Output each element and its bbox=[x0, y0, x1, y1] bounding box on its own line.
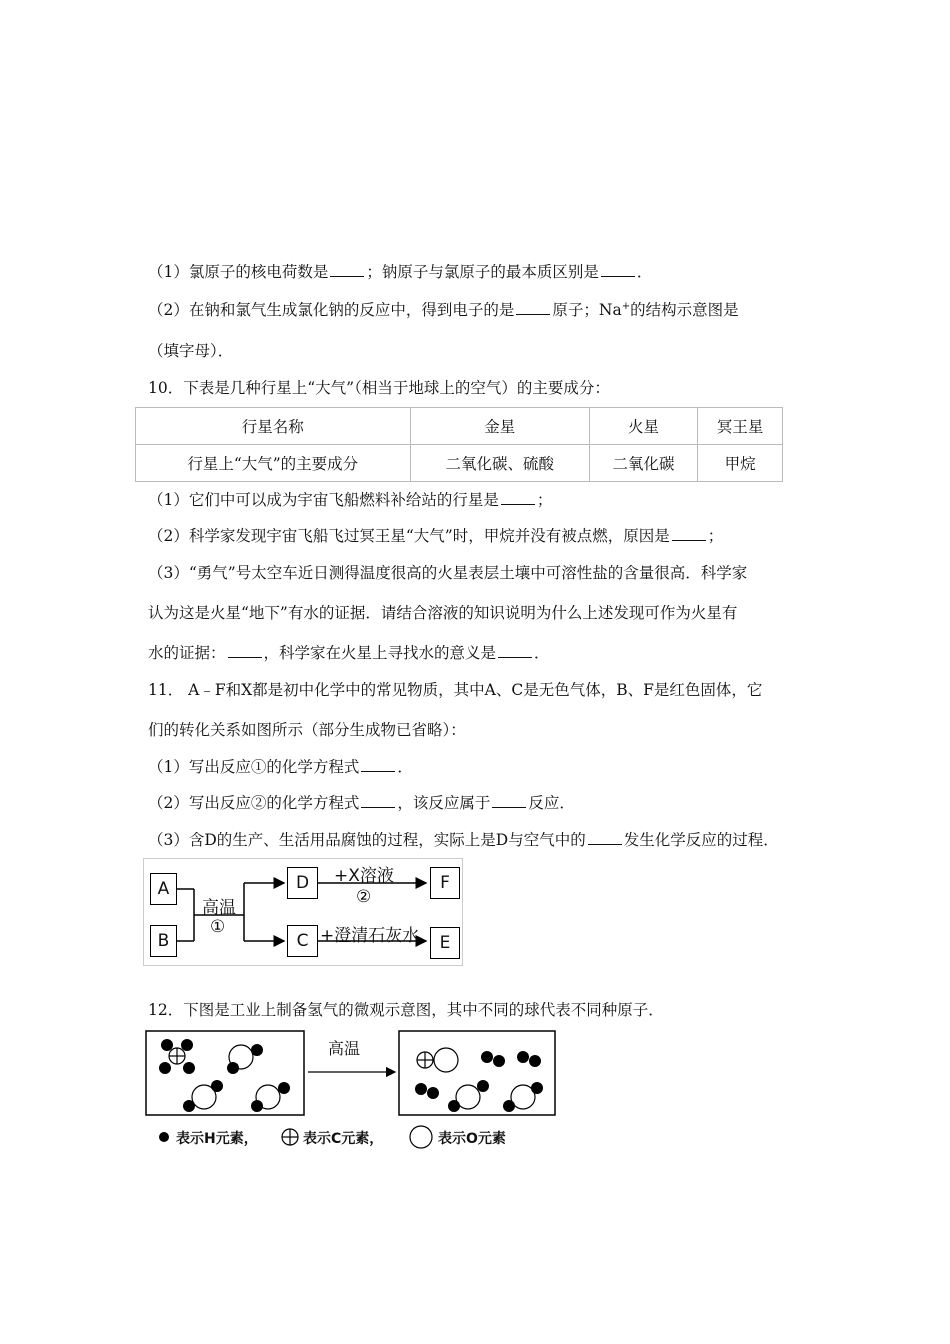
table-cell: 甲烷 bbox=[698, 445, 783, 482]
condition-high-temp: 高温 bbox=[328, 1039, 361, 1058]
answer-blank[interactable] bbox=[361, 770, 395, 772]
node-d bbox=[287, 867, 318, 899]
node-label: F bbox=[440, 873, 450, 893]
table-cell: 金星 bbox=[410, 408, 589, 445]
text: （1）写出反应①的化学方程式 bbox=[148, 758, 360, 776]
table-row bbox=[136, 445, 783, 482]
text: 的结构示意图是 bbox=[630, 301, 739, 319]
condition-x-solution: +X溶液 bbox=[334, 866, 394, 886]
q11-sub2 bbox=[148, 791, 575, 813]
text: ． bbox=[636, 263, 653, 281]
text: （1）它们中可以成为宇宙飞船燃料补给站的行星是 bbox=[148, 491, 499, 509]
node-b bbox=[150, 925, 177, 957]
text: （填字母）． bbox=[148, 342, 234, 360]
answer-blank[interactable] bbox=[588, 843, 622, 845]
reaction-number-2: ② bbox=[356, 887, 372, 907]
node-label: C bbox=[296, 931, 309, 951]
q10-intro bbox=[148, 376, 610, 398]
text: 发生化学反应的过程． bbox=[623, 831, 779, 849]
reaction-number-1: ① bbox=[210, 917, 226, 937]
node-label: D bbox=[295, 873, 310, 893]
superscript: + bbox=[621, 300, 631, 312]
planet-table bbox=[135, 407, 783, 482]
condition-high-temp: 高温 bbox=[202, 898, 236, 918]
answer-blank[interactable] bbox=[361, 806, 395, 808]
text: 水的证据： bbox=[148, 644, 226, 662]
table-cell: 冥王星 bbox=[698, 408, 783, 445]
micro-reaction-diagram bbox=[143, 1030, 558, 1155]
answer-blank[interactable] bbox=[501, 503, 535, 505]
text: ； bbox=[707, 527, 724, 545]
text: ，该反应属于 bbox=[397, 794, 491, 812]
text: ． bbox=[397, 758, 413, 776]
q9-part1 bbox=[148, 260, 652, 282]
q11-sub3 bbox=[148, 828, 779, 850]
table-cell: 行星上“大气”的主要成分 bbox=[136, 445, 411, 482]
text: ． bbox=[534, 644, 550, 662]
condition-limewater: +澄清石灰水 bbox=[320, 926, 420, 946]
legend-h: 表示H元素， bbox=[176, 1131, 258, 1147]
text: ； bbox=[536, 491, 553, 509]
q9-part2-cont bbox=[148, 339, 233, 361]
q11-sub1 bbox=[148, 755, 413, 777]
answer-blank[interactable] bbox=[516, 313, 550, 315]
answer-blank[interactable] bbox=[228, 656, 262, 658]
text: （3）含D的生产、生活用品腐蚀的过程，实际上是D与空气中的 bbox=[148, 831, 586, 849]
q10-sub3-l3 bbox=[148, 641, 550, 663]
legend-c: 表示C元素， bbox=[303, 1131, 384, 1147]
answer-blank[interactable] bbox=[330, 275, 364, 277]
q10-sub2 bbox=[148, 524, 723, 546]
text: （2）科学家发现宇宙飞船飞过冥王星“大气”时，甲烷并没有被点燃，原因是 bbox=[148, 527, 670, 545]
node-c bbox=[287, 925, 318, 957]
text: （2）在钠和氯气生成氯化钠的反应中，得到电子的是 bbox=[148, 301, 515, 319]
text: 12．下图是工业上制备氢气的微观示意图，其中不同的球代表不同种原子． bbox=[148, 1001, 664, 1019]
reaction-flow-diagram bbox=[143, 858, 463, 966]
text: ；钠原子与氯原子的最本质区别是 bbox=[366, 263, 599, 281]
table-cell: 二氧化碳、硫酸 bbox=[410, 445, 589, 482]
text: ，科学家在火星上寻找水的意义是 bbox=[263, 644, 497, 662]
q10-sub3-l2 bbox=[148, 601, 737, 623]
q9-part2 bbox=[148, 298, 739, 320]
q12-intro bbox=[148, 998, 664, 1020]
text: 11． A﹣F和X都是初中化学中的常见物质，其中A、C是无色气体，B、F是红色固体，它 bbox=[148, 681, 763, 699]
node-label: A bbox=[157, 879, 170, 899]
node-e bbox=[430, 927, 460, 959]
node-label: B bbox=[157, 931, 170, 951]
table-cell: 二氧化碳 bbox=[589, 445, 697, 482]
answer-blank[interactable] bbox=[498, 656, 532, 658]
text: （1）氯原子的核电荷数是 bbox=[148, 263, 329, 281]
answer-blank[interactable] bbox=[492, 806, 526, 808]
q11-intro-l1 bbox=[148, 678, 762, 700]
text: 认为这是火星“地下”有水的证据．请结合溶液的知识说明为什么上述发现可作为火星有 bbox=[148, 604, 738, 622]
q10-sub1 bbox=[148, 488, 552, 510]
q11-intro-l2 bbox=[148, 718, 466, 740]
answer-blank[interactable] bbox=[601, 275, 635, 277]
table-cell: 火星 bbox=[589, 408, 697, 445]
text: （2）写出反应②的化学方程式 bbox=[148, 794, 360, 812]
text: 们的转化关系如图所示（部分生成物已省略）： bbox=[148, 721, 466, 739]
node-label: E bbox=[439, 933, 451, 953]
node-f bbox=[430, 867, 460, 899]
legend-o: 表示O元素 bbox=[438, 1131, 506, 1147]
text: 反应． bbox=[528, 794, 575, 812]
text: 10．下表是几种行星上“大气”（相当于地球上的空气）的主要成分： bbox=[148, 379, 610, 397]
q10-sub3-l1 bbox=[148, 561, 747, 583]
node-a bbox=[150, 873, 177, 905]
table-cell: 行星名称 bbox=[136, 408, 411, 445]
table-row bbox=[136, 408, 783, 445]
text: （3）“勇气”号太空车近日测得温度很高的火星表层土壤中可溶性盐的含量很高．科学家 bbox=[148, 564, 748, 582]
answer-blank[interactable] bbox=[672, 539, 706, 541]
text: 原子；Na bbox=[552, 301, 622, 319]
